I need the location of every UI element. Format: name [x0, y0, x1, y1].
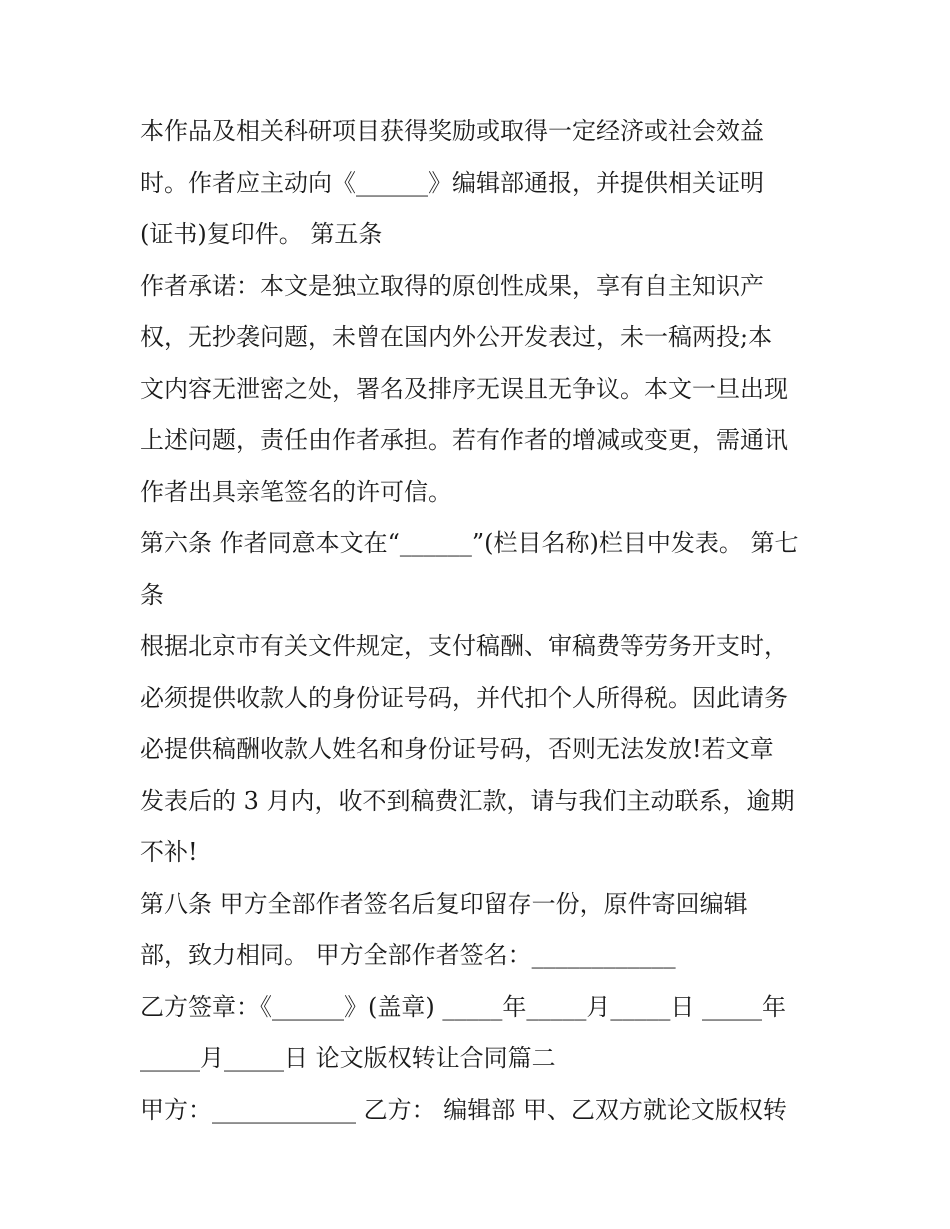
- text-line: 作者承诺：本文是独立取得的原创性成果，享有自主知识产: [140, 271, 764, 300]
- text-line: 作者出具亲笔签名的许可信。: [140, 477, 452, 506]
- text-line: 条: [140, 580, 164, 609]
- text-line: 必提供稿酬收款人姓名和身份证号码，否则无法发放!若文章: [140, 735, 774, 763]
- text-line: 上述问题，责任由作者承担。若有作者的增减或变更，需通讯: [140, 426, 788, 454]
- text-line: (证书)复印件。 第五条: [140, 220, 383, 248]
- text-line: _____月_____日 论文版权转让合同篇二: [140, 1044, 556, 1072]
- text-line: 本作品及相关科研项目获得奖励或取得一定经济或社会效益: [140, 117, 764, 145]
- text-line: 乙方签章：《______》(盖章) _____年_____月_____日 _____年: [140, 992, 786, 1021]
- document-body: [140, 106, 820, 1136]
- text-line: 文内容无泄密之处，署名及排序无误且无争议。本文一旦出现: [140, 374, 788, 403]
- text-line: 必须提供收款人的身份证号码，并代扣个人所得税。因此请务: [140, 683, 788, 712]
- text-line: 权，无抄袭问题，未曾在国内外公开发表过，未一稿两投;本: [140, 323, 773, 351]
- text-line: 部，致力相同。 甲方全部作者签名：____________: [140, 941, 676, 969]
- text-line: 第八条 甲方全部作者签名后复印留存一份，原件寄回编辑: [140, 889, 748, 918]
- text-line: 时。作者应主动向《______》编辑部通报，并提供相关证明: [140, 168, 764, 197]
- text-line: 根据北京市有关文件规定，支付稿酬、审稿费等劳务开支时，: [140, 632, 788, 660]
- text-line: 第六条 作者同意本文在“______”(栏目名称)栏目中发表。 第七: [140, 529, 799, 557]
- text-line: 不补!: [140, 838, 198, 866]
- text-line: 甲方：____________ 乙方： 编辑部 甲、乙双方就论文版权转: [140, 1095, 787, 1124]
- text-line: 发表后的 3 月内，收不到稿费汇款，请与我们主动联系，逾期: [140, 786, 795, 815]
